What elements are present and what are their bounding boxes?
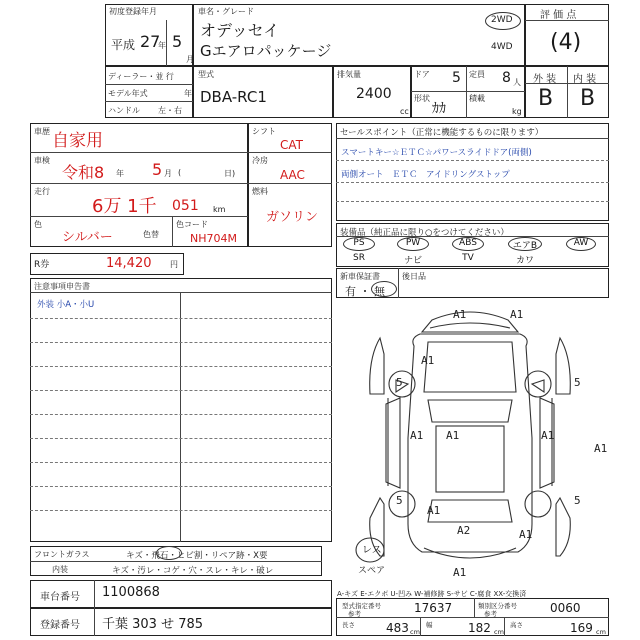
mileage-label: 走行 (34, 187, 50, 196)
length-unit: cm (410, 628, 420, 636)
warranty-value: 有 ・ 無 (345, 285, 385, 298)
height-unit: cm (596, 628, 606, 636)
inspect-month-unit: 月 (164, 169, 172, 178)
inspect-era: 令和8 (62, 163, 105, 182)
first-reg-month: 5 (172, 32, 183, 51)
ac-label: 冷房 (252, 156, 268, 165)
notes-rule (30, 366, 332, 367)
mileage-main: 6万 1千 (92, 196, 157, 217)
recycle-unit: 円 (170, 260, 178, 269)
damage-mark: A1 (453, 566, 467, 579)
chassis-label: 車台番号 (40, 592, 80, 603)
equip-navi: ナビ (403, 256, 422, 266)
capacity-label: 定員 (469, 70, 485, 79)
damage-mark: A1 (410, 429, 424, 442)
sales-title: セールスポイント（正常に機能するものに限ります） (340, 128, 544, 138)
color-code-label: 色コード (176, 220, 208, 229)
spare-value: レス (362, 545, 382, 556)
exterior-label: 外 装 (533, 74, 557, 85)
warranty-label: 新車保証書 (340, 272, 380, 281)
recycle-amount: 14,420 (106, 256, 152, 271)
damage-mark: 5 (574, 494, 581, 507)
color-change-label: 色替 (143, 230, 159, 239)
equip-abs: ABS (459, 238, 477, 248)
width-unit: cm (494, 628, 504, 636)
capacity: 8 (502, 70, 511, 86)
equipment-title: 装備品（純正品に限り○をつけてください） (340, 228, 509, 238)
inspect-day-open: ( (178, 168, 182, 177)
handle-options: 左・右 (158, 106, 182, 115)
notes-rule (30, 390, 332, 391)
after-label: 後日品 (402, 272, 426, 281)
equip-pw: PW (405, 238, 421, 248)
interior-grade: B (580, 86, 596, 111)
height-value: 169 (570, 621, 593, 635)
notes-title: 注意事項申告書 (34, 282, 90, 291)
dealer-label: ディーラー・並 行 (108, 72, 174, 81)
fuel-value: ガソリン (266, 210, 319, 225)
inspect-year-unit: 年 (116, 169, 124, 178)
first-reg-label: 初度登録年月 (109, 7, 157, 16)
class-ref: 参考 (484, 610, 497, 618)
year-unit: 年 (158, 41, 166, 50)
notes-rule (30, 510, 332, 511)
kg-unit: kg (512, 107, 522, 116)
handle-label: ハンドル (108, 106, 140, 115)
inspect-label: 車検 (34, 156, 50, 165)
recycle-label: R券 (34, 260, 50, 270)
displacement-label: 排気量 (337, 70, 361, 79)
use-label: 車歴 (34, 127, 50, 136)
eval-score: (4) (550, 30, 582, 55)
equip-leather: カワ (515, 256, 534, 266)
shift-value: CAT (280, 138, 303, 152)
damage-mark: A1 (427, 504, 441, 517)
notes-line-1: 外装 小A・小U (37, 300, 95, 310)
shift-label: シフト (252, 127, 276, 136)
width-label: 幅 (426, 621, 433, 629)
notes-rule (30, 414, 332, 415)
capacity-unit: 人 (513, 78, 521, 87)
length-label: 長さ (342, 621, 355, 629)
car-grade: Gエアロパッケージ (200, 42, 332, 60)
exterior-grade: B (538, 86, 554, 111)
glass-label: フロントガラス (34, 550, 90, 559)
drive-2wd: 2WD (491, 15, 513, 25)
spare-label: スペア (358, 566, 386, 576)
equip-airbag: エアB (512, 241, 538, 251)
sales-line-2: 両側オート ＥＴＣ アイドリングストップ (341, 170, 510, 180)
glass-value: キズ・飛石・ヒビ割・リペア跡・X要 (126, 551, 268, 561)
first-reg-era: 平成 (111, 38, 136, 52)
height-label: 高さ (510, 621, 523, 629)
damage-mark: A1 (541, 429, 555, 442)
notes-rule (30, 342, 332, 343)
damage-mark: A1 (510, 308, 524, 321)
damage-mark: A1 (421, 354, 435, 367)
stone-chip-circle (156, 546, 182, 560)
model-type: DBA-RC1 (200, 88, 267, 106)
inspect-month: 5 (152, 160, 163, 179)
class-label: 類別区分番号 (478, 602, 517, 610)
damage-mark: A1 (594, 442, 608, 455)
damage-mark: A2 (457, 524, 471, 537)
load-label: 積載 (469, 94, 485, 103)
warranty-none-circle (371, 281, 397, 297)
model-type-label: 型式 (198, 70, 214, 79)
km-unit: km (213, 205, 226, 214)
damage-mark: 5 (574, 376, 581, 389)
color-label: 色 (34, 220, 42, 229)
damage-mark: A1 (519, 528, 533, 541)
equip-ps: PS (353, 238, 365, 248)
notes-rule (30, 462, 332, 463)
width-value: 182 (468, 621, 491, 635)
equip-sr: SR (353, 253, 365, 263)
color-code: NH704M (190, 232, 237, 245)
mileage-sub: 051 (172, 198, 199, 214)
model-year-unit: 年 (184, 89, 192, 98)
use-value: 自家用 (52, 131, 103, 151)
car-name-label: 車名・グレード (198, 7, 254, 16)
equip-tv: TV (462, 253, 474, 263)
drive-4wd: 4WD (491, 42, 513, 52)
interior-damage-value: キズ・汚レ・コゲ・穴・スレ・キレ・破レ (112, 566, 274, 576)
damage-mark: 5 (396, 494, 403, 507)
damage-mark: A1 (446, 429, 460, 442)
doors: 5 (452, 70, 461, 86)
shape-label: 形状 (414, 94, 430, 103)
form-ref: 参考 (348, 610, 361, 618)
car-name: オデッセイ (200, 21, 280, 40)
interior-damage-label: 内装 (52, 565, 68, 574)
sales-line-1: スマートキー☆ＥＴＣ☆パワースライドドア(両側) (341, 148, 532, 158)
length-value: 483 (386, 621, 409, 635)
plate-label: 登録番号 (40, 620, 80, 631)
form-label: 型式指定番号 (342, 602, 381, 610)
color-value: シルバー (62, 230, 113, 245)
fuel-label: 燃料 (252, 187, 268, 196)
displacement: 2400 (356, 86, 392, 102)
notes-rule (30, 438, 332, 439)
month-unit: 月 (186, 55, 194, 64)
ac-value: AAC (280, 168, 305, 182)
equip-aw: AW (573, 238, 589, 248)
first-reg-year: 27 (140, 32, 161, 51)
form-value: 17637 (414, 601, 453, 615)
inspect-day-close: 日) (224, 169, 236, 178)
cc-unit: cc (400, 107, 409, 116)
door-label: ドア (414, 70, 430, 79)
model-year-label: モデル年式 (108, 89, 148, 98)
damage-mark: 5 (396, 376, 403, 389)
notes-rule (30, 318, 332, 319)
damage-mark: A1 (453, 308, 467, 321)
shape: ｶｶ (432, 101, 446, 117)
notes-rule (30, 486, 332, 487)
chassis-value: 1100868 (102, 585, 160, 600)
eval-label: 評 価 点 (540, 10, 577, 21)
plate-value: 千葉 303 せ 785 (102, 617, 204, 632)
interior-label: 内 装 (573, 74, 597, 85)
class-value: 0060 (550, 601, 581, 615)
legend: A-キズ E-エクボ U-凹み W-補修跡 S-サビ C-腐食 XX-交換済 (337, 590, 527, 598)
